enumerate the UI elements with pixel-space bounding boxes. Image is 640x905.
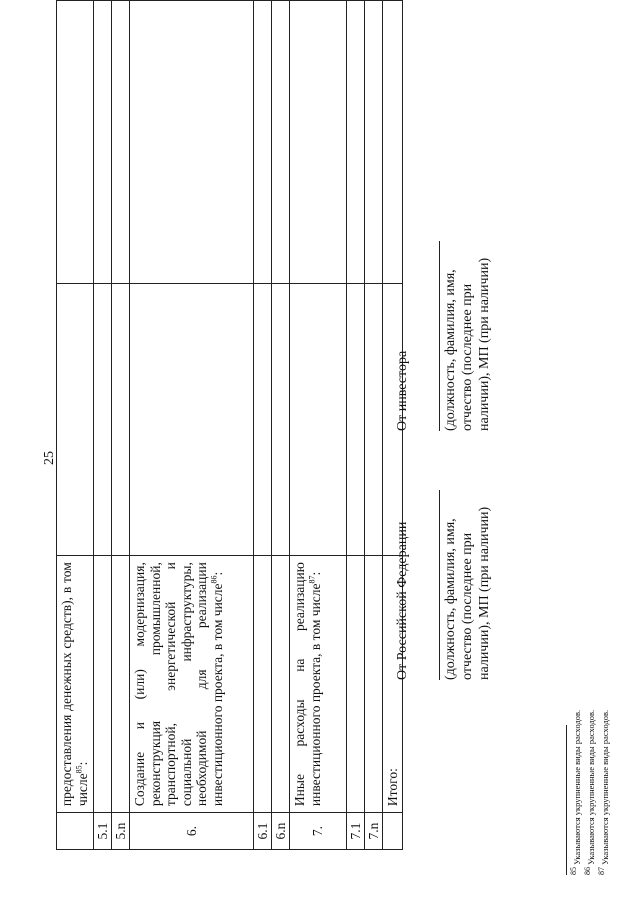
table-cell [112, 283, 130, 555]
table-row [130, 1, 254, 850]
row-description: Итого: [383, 556, 403, 813]
row-description: предоставления денежных средств), в том числе$^{85}$: [57, 556, 94, 813]
table-cell [57, 1, 94, 284]
row-number: 7.n [365, 813, 383, 850]
row-number [383, 813, 403, 850]
table-cell [130, 283, 254, 555]
row-number: 7. [290, 813, 347, 850]
row-description [365, 556, 383, 813]
table-cell [94, 1, 112, 284]
row-description [94, 556, 112, 813]
table-cell [365, 283, 383, 555]
table-cell [254, 1, 272, 284]
signature-caption: (должность, фамилия, имя, отчество (последнее при наличии), МП (при наличии) [439, 490, 493, 680]
table-cell [290, 1, 347, 284]
footnote: $^{87}$ Указываются укрупненные виды расходов. [597, 709, 610, 875]
table-cell [290, 283, 347, 555]
table-row [57, 1, 94, 850]
signature-block-federation [394, 490, 493, 680]
table-cell [347, 1, 365, 284]
footnote: $^{85}$ Указываются укрупненные виды расходов. [569, 709, 582, 875]
table-cell [347, 283, 365, 555]
table-cell [112, 1, 130, 284]
footnote: $^{86}$ Указываются укрупненные виды расходов. [583, 709, 596, 875]
table-row [272, 1, 290, 850]
row-description: Создание и (или) модернизация, реконструкция промышленной, транспортной, энергетической и социальной инфраструктуры, необходимой для реализации инвестиционного проекта, в том числе$^{86}$: [130, 556, 254, 813]
signature-caption: (должность, фамилия, имя, отчество (последнее при наличии), МП (при наличии) [439, 241, 493, 431]
table-cell [94, 283, 112, 555]
expenses-table [56, 0, 403, 850]
row-number [57, 813, 94, 850]
row-number: 6.1 [254, 813, 272, 850]
row-description [254, 556, 272, 813]
table-row [290, 1, 347, 850]
table-cell [272, 283, 290, 555]
row-description: Иные расходы на реализацию инвестиционного проекта, в том числе$^{87}$: [290, 556, 347, 813]
row-number: 6. [130, 813, 254, 850]
table-row [112, 1, 130, 850]
table-cell [57, 283, 94, 555]
table-row [347, 1, 365, 850]
table-cell [365, 1, 383, 284]
table-cell [130, 1, 254, 284]
table-row [254, 1, 272, 850]
footnote-separator [566, 725, 567, 875]
page-number: 25 [42, 451, 57, 465]
row-number: 5.1 [94, 813, 112, 850]
table-row [94, 1, 112, 850]
table-cell [272, 1, 290, 284]
row-number: 7.1 [347, 813, 365, 850]
row-description [272, 556, 290, 813]
row-number: 5.n [112, 813, 130, 850]
signature-title: От инвестора [395, 350, 410, 431]
row-description [112, 556, 130, 813]
row-number: 6.n [272, 813, 290, 850]
row-description [347, 556, 365, 813]
signature-title: От Российской Федерации [395, 521, 410, 680]
table-cell [254, 283, 272, 555]
signature-block-investor [394, 241, 493, 431]
table-row [365, 1, 383, 850]
